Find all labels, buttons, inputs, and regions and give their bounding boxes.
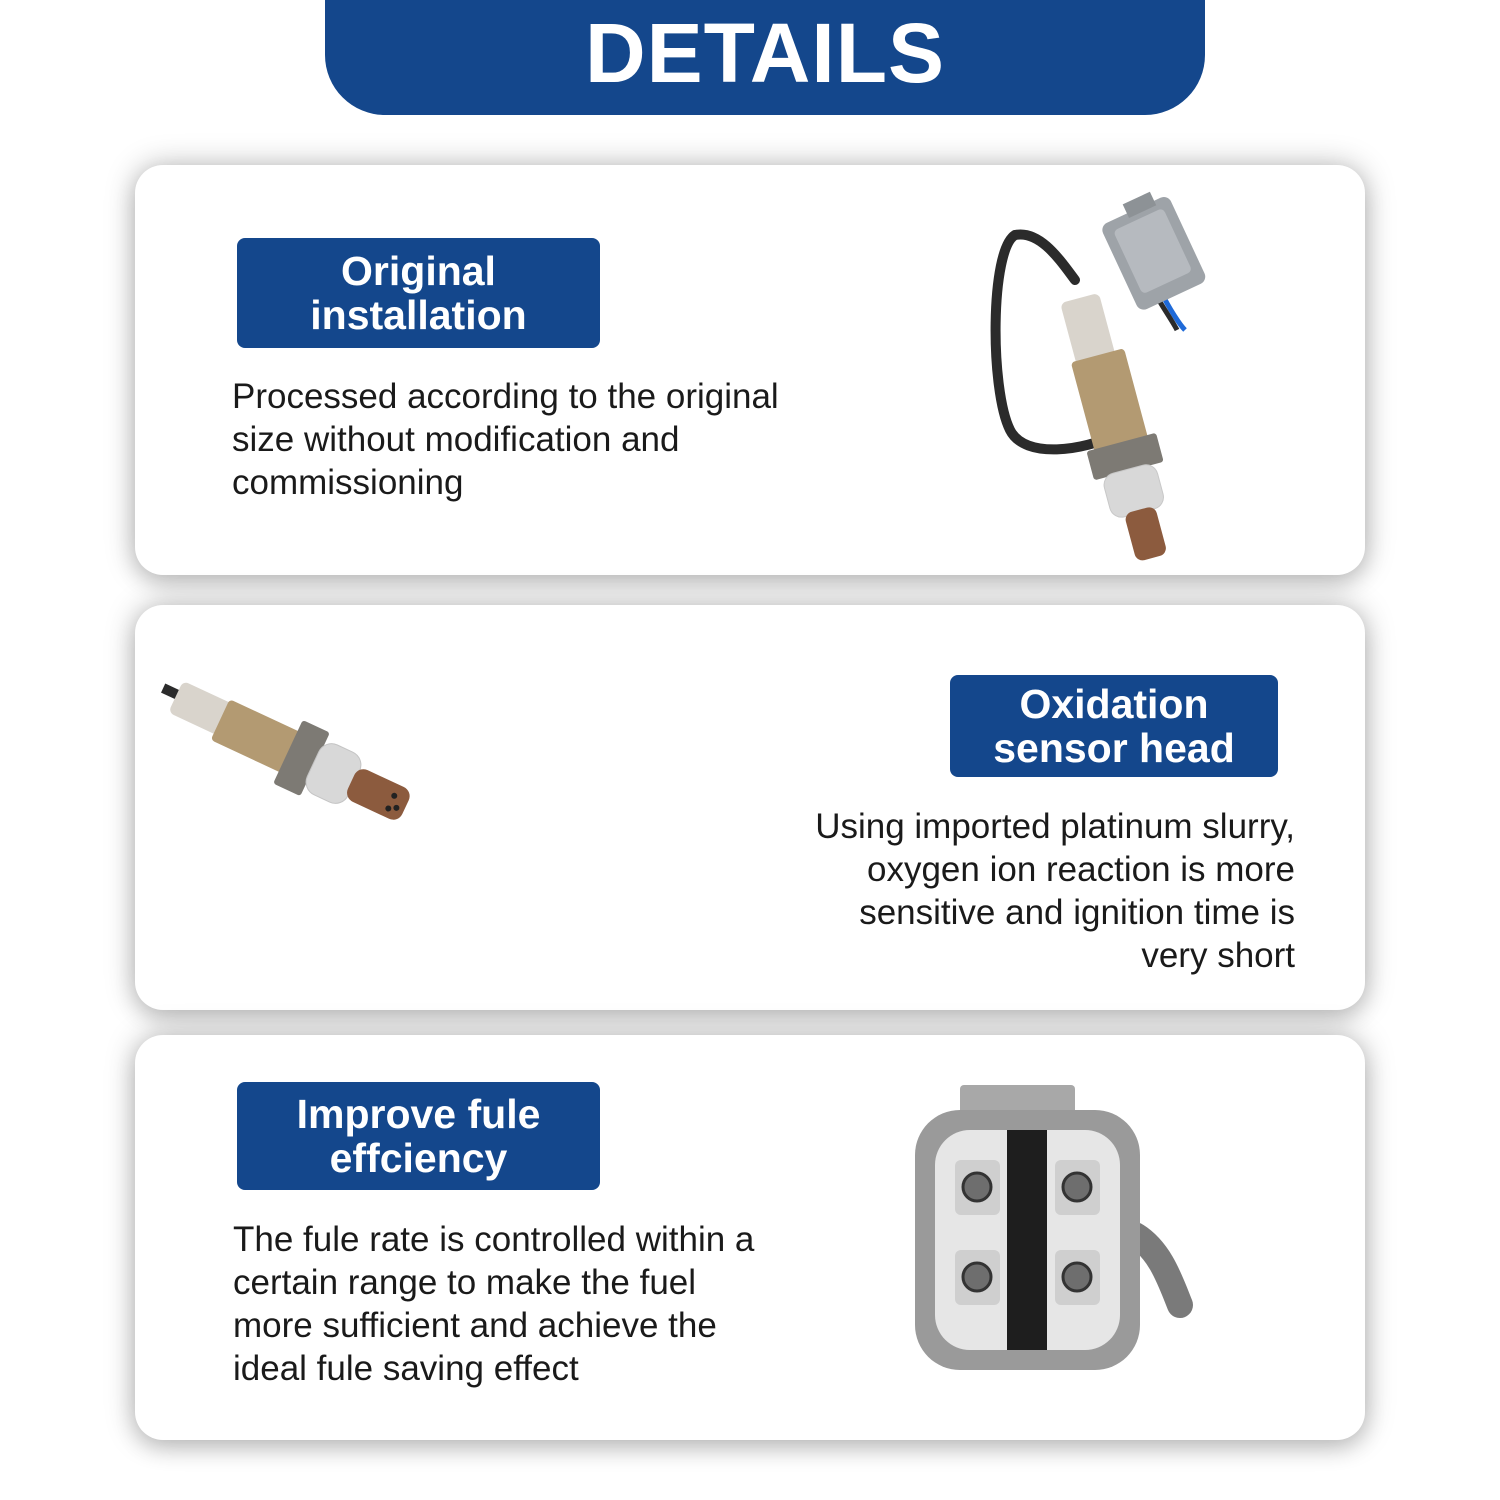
feature-title-line: Original: [341, 248, 496, 294]
description-line: size without modification and: [232, 420, 680, 459]
description-line: Using imported platinum slurry,: [815, 807, 1295, 846]
description-line: oxygen ion reaction is more: [867, 850, 1295, 889]
description-line: commissioning: [232, 463, 464, 502]
feature-title-badge: [950, 675, 1278, 777]
feature-title-line: effciency: [329, 1135, 508, 1181]
description-line: sensitive and ignition time is: [859, 893, 1295, 932]
description-line: Processed according to the original: [232, 377, 779, 416]
connector-plug-icon: [910, 1075, 1195, 1375]
description-line: certain range to make the fuel: [233, 1263, 697, 1302]
feature-title-badge: [237, 1082, 600, 1190]
feature-description: [815, 805, 1295, 977]
feature-title-line: Improve fule: [296, 1091, 541, 1137]
details-banner: [325, 0, 1205, 115]
description-line: very short: [1141, 936, 1295, 975]
description-line: The fule rate is controlled within a: [233, 1220, 755, 1259]
oxygen-sensor-full-icon: [985, 190, 1305, 565]
description-line: more sufficient and achieve the: [233, 1306, 717, 1345]
feature-title-line: Oxidation: [1019, 681, 1209, 727]
feature-card-fuel-efficiency: [135, 1035, 1365, 1440]
feature-title-line: sensor head: [993, 725, 1235, 771]
feature-card-original-installation: [135, 165, 1365, 575]
feature-title-badge: [237, 238, 600, 348]
feature-card-oxidation-sensor-head: [135, 605, 1365, 1010]
feature-title-line: installation: [310, 292, 527, 338]
sensor-head-icon: [135, 675, 415, 875]
page-title: DETAILS: [584, 6, 946, 100]
description-line: ideal fule saving effect: [233, 1349, 579, 1388]
feature-description: [232, 375, 779, 504]
feature-description: [233, 1218, 754, 1390]
